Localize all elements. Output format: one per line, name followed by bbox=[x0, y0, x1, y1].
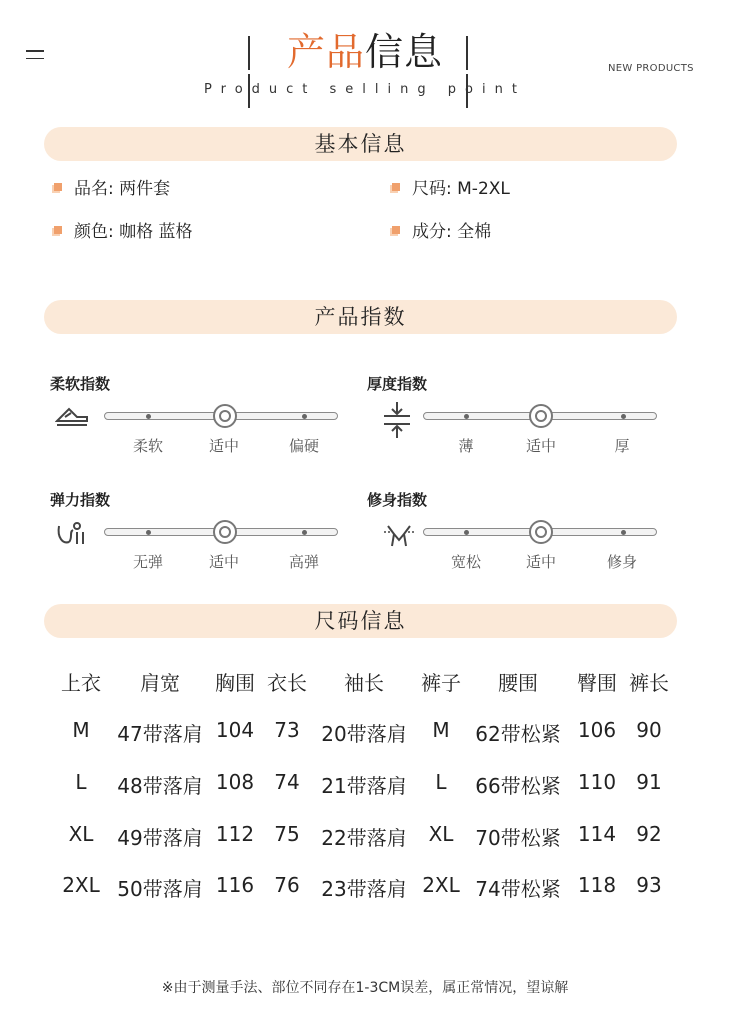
size-table-header: 上衣 bbox=[61, 671, 101, 695]
page-title: 产品信息 bbox=[286, 30, 444, 74]
info-item-size: 尺码: M-2XL bbox=[392, 178, 510, 200]
softness-level-2: 适中 bbox=[208, 437, 239, 455]
bullet-icon bbox=[54, 183, 62, 191]
info-item-name: 品名: 两件套 bbox=[54, 178, 170, 200]
thickness-icon bbox=[382, 402, 412, 438]
size-table-header: 裤子 bbox=[421, 671, 461, 695]
size-table-cell: 62带松紧 bbox=[475, 722, 561, 746]
thickness-dot-1 bbox=[464, 414, 469, 419]
size-table-cell: M bbox=[432, 718, 450, 742]
softness-dot-1 bbox=[146, 414, 151, 419]
size-table-header: 肩宽 bbox=[140, 671, 180, 695]
size-table-cell: 110 bbox=[577, 770, 617, 794]
softness-level-1: 柔软 bbox=[132, 437, 163, 455]
softness-index-title: 柔软指数 bbox=[50, 375, 111, 393]
softness-dot-3 bbox=[302, 414, 307, 419]
bullet-icon bbox=[54, 226, 62, 234]
stretch-dot-3 bbox=[302, 530, 307, 535]
fit-level-3: 修身 bbox=[606, 553, 637, 571]
thickness-index-title: 厚度指数 bbox=[367, 375, 428, 393]
size-table-cell: 116 bbox=[215, 873, 255, 897]
size-table-cell: XL bbox=[68, 822, 94, 846]
bullet-icon bbox=[392, 183, 400, 191]
softness-slider-knob bbox=[213, 404, 237, 428]
size-table-cell: 47带落肩 bbox=[117, 722, 203, 746]
size-table-cell: 20带落肩 bbox=[321, 722, 407, 746]
size-table-cell: L bbox=[75, 770, 87, 794]
basic-info-heading: 基本信息 bbox=[44, 127, 677, 161]
size-table-cell: XL bbox=[428, 822, 454, 846]
stretch-level-3: 高弹 bbox=[288, 553, 319, 571]
size-table-cell: 66带松紧 bbox=[475, 774, 561, 798]
size-table-cell: 23带落肩 bbox=[321, 877, 407, 901]
stretch-dot-1 bbox=[146, 530, 151, 535]
size-table-cell: 106 bbox=[577, 718, 617, 742]
softness-level-3: 偏硬 bbox=[288, 437, 319, 455]
size-table-header: 腰围 bbox=[498, 671, 538, 695]
stretch-level-1: 无弹 bbox=[132, 553, 163, 571]
thickness-slider-knob bbox=[529, 404, 553, 428]
page-subtitle: Product selling point bbox=[204, 82, 526, 97]
size-table-header: 裤长 bbox=[629, 671, 669, 695]
stretch-slider-knob bbox=[213, 520, 237, 544]
size-table-header: 胸围 bbox=[215, 671, 255, 695]
stretch-index-title: 弹力指数 bbox=[50, 491, 111, 509]
size-table-cell: 73 bbox=[274, 718, 300, 742]
size-table-header: 袖长 bbox=[344, 671, 384, 695]
fit-dot-3 bbox=[621, 530, 626, 535]
stretch-icon bbox=[55, 520, 89, 548]
fit-icon bbox=[382, 520, 416, 550]
fit-dot-1 bbox=[464, 530, 469, 535]
fit-index-title: 修身指数 bbox=[367, 491, 428, 509]
size-table-cell: 118 bbox=[577, 873, 617, 897]
size-table-cell: L bbox=[435, 770, 447, 794]
size-table-cell: 104 bbox=[215, 718, 255, 742]
thickness-dot-3 bbox=[621, 414, 626, 419]
size-table-cell: 49带落肩 bbox=[117, 826, 203, 850]
stretch-level-2: 适中 bbox=[208, 553, 239, 571]
size-table-cell: 114 bbox=[577, 822, 617, 846]
size-table-cell: 93 bbox=[636, 873, 662, 897]
size-table-cell: M bbox=[72, 718, 90, 742]
size-table-cell: 50带落肩 bbox=[117, 877, 203, 901]
size-table-cell: 108 bbox=[215, 770, 255, 794]
new-products-tag: NEW PRODUCTS bbox=[608, 63, 694, 74]
size-table-cell: 2XL bbox=[62, 873, 100, 897]
info-item-color: 颜色: 咖格 蓝格 bbox=[54, 221, 193, 243]
size-table-cell: 74带松紧 bbox=[475, 877, 561, 901]
info-item-material: 成分: 全棉 bbox=[392, 221, 491, 243]
size-table-cell: 48带落肩 bbox=[117, 774, 203, 798]
fit-level-1: 宽松 bbox=[450, 553, 481, 571]
thickness-level-1: 薄 bbox=[458, 437, 474, 455]
size-table-cell: 70带松紧 bbox=[475, 826, 561, 850]
size-table-header: 衣长 bbox=[267, 671, 307, 695]
size-table-cell: 91 bbox=[636, 770, 662, 794]
measurement-note: ※由于测量手法、部位不同存在1-3CM误差，属正常情况，望谅解 bbox=[161, 980, 569, 996]
shoe-icon bbox=[55, 405, 89, 427]
bullet-icon bbox=[392, 226, 400, 234]
size-table-cell: 21带落肩 bbox=[321, 774, 407, 798]
size-table-cell: 2XL bbox=[422, 873, 460, 897]
size-table-header: 臀围 bbox=[577, 671, 617, 695]
size-table-cell: 112 bbox=[215, 822, 255, 846]
product-index-heading: 产品指数 bbox=[44, 300, 677, 334]
thickness-level-2: 适中 bbox=[525, 437, 556, 455]
size-info-heading: 尺码信息 bbox=[44, 604, 677, 638]
size-table-cell: 76 bbox=[274, 873, 300, 897]
size-table-cell: 75 bbox=[274, 822, 300, 846]
fit-level-2: 适中 bbox=[525, 553, 556, 571]
size-table-cell: 22带落肩 bbox=[321, 826, 407, 850]
size-table-cell: 74 bbox=[274, 770, 300, 794]
size-table-cell: 92 bbox=[636, 822, 662, 846]
fit-slider-knob bbox=[529, 520, 553, 544]
size-table-cell: 90 bbox=[636, 718, 662, 742]
thickness-level-3: 厚 bbox=[614, 437, 630, 455]
